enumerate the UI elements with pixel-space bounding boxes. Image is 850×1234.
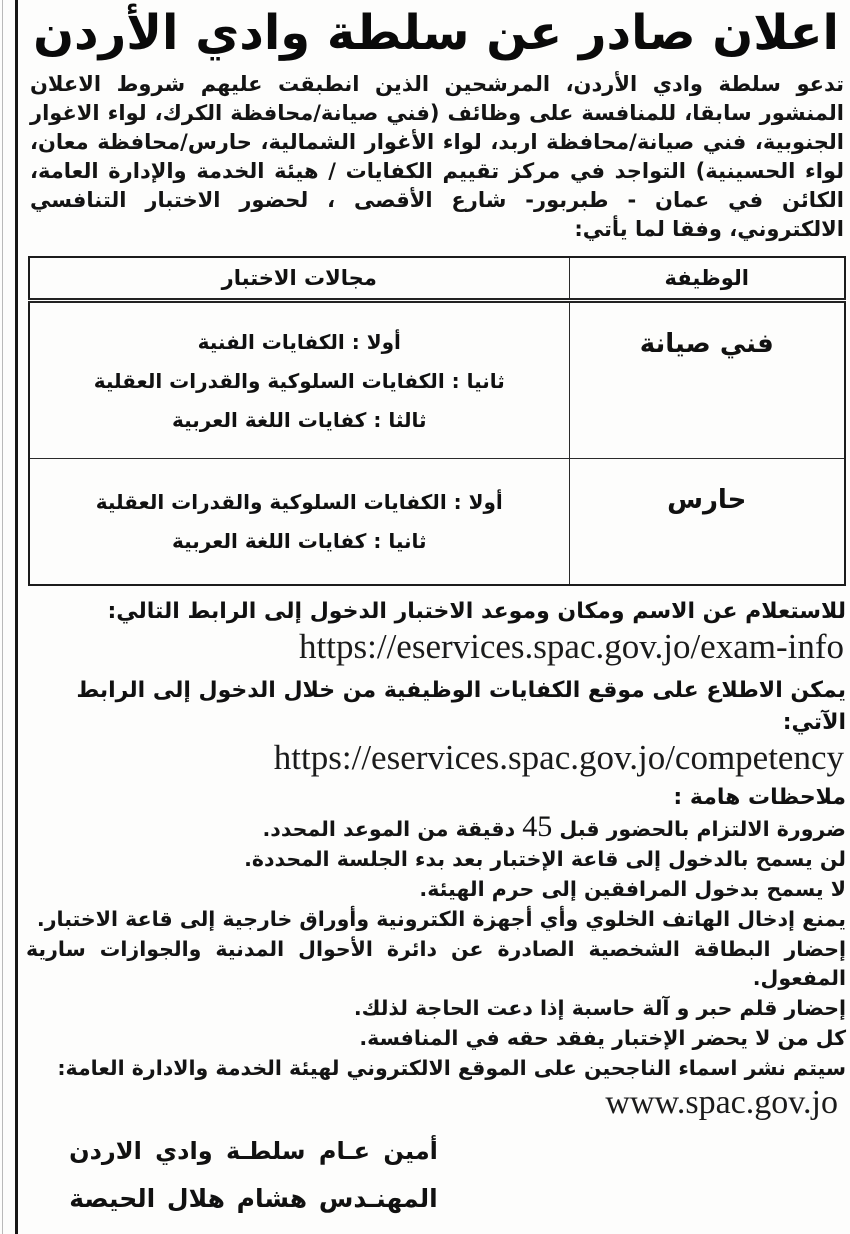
note-arrival-minutes: 45 bbox=[522, 809, 553, 843]
exam-areas-cell bbox=[29, 301, 569, 459]
announcement-title: اعلان صادر عن سلطة وادي الأردن bbox=[33, 5, 839, 61]
note-arrival-time bbox=[26, 809, 846, 844]
note-no-late-entry: لن يسمح بالدخول إلى قاعة الإختبار بعد بدء الجلسة المحددة. bbox=[244, 846, 846, 871]
announcement-document bbox=[26, 0, 846, 1216]
exam-area-item: ثانيا : الكفايات السلوكية والقدرات العقلية bbox=[93, 368, 505, 393]
signatory-name: المهنـدس هشام هلال الحيصة bbox=[69, 1183, 438, 1213]
table-row bbox=[29, 459, 845, 585]
table-row bbox=[29, 301, 845, 459]
announcement-intro-paragraph: تدعو سلطة وادي الأردن، المرشحين الذين انطبقت عليهم شروط الاعلان المنشور سابقا، للمنافسة على وظائف (فني صيانة/محافظة الكرك، لواء الاغوار الجنوبية، فني صيانة/محافظة اربد، لواء الأغوار الشمالية، حارس/محافظة معان، لواء الحسينية) التواجد في مركز تقييم الكفايات / هيئة الخدمة والإدارة العامة، الكائن في عمان - طبربور- شارع الأقصى ، لحضور الاختبار التنافسي الالكتروني، وفقا لما يأتي: bbox=[30, 72, 844, 242]
job-title-guard: حارس bbox=[569, 459, 845, 585]
job-title-maintenance-technician: فني صيانة bbox=[569, 301, 845, 459]
signatory-title: أمين عـام سلطـة وادي الاردن bbox=[69, 1136, 438, 1165]
exam-schedule-table bbox=[28, 256, 846, 586]
note-results-publication: سيتم نشر اسماء الناجحين على الموقع الالكتروني لهيئة الخدمة والادارة العامة: bbox=[57, 1055, 846, 1080]
column-header-exam-areas: مجالات الاختبار bbox=[29, 257, 569, 301]
important-notes-heading: ملاحظات هامة : bbox=[673, 784, 846, 810]
note-bring-id: إحضار البطاقة الشخصية الصادرة عن دائرة الأحوال المدنية والجوازات سارية المفعول. bbox=[26, 936, 846, 990]
note-no-phones: يمنع إدخال الهاتف الخلوي وأي أجهزة الكترونية وأوراق خارجية إلى قاعة الاختبار. bbox=[36, 906, 846, 931]
signature-block bbox=[26, 1134, 481, 1216]
column-header-job: الوظيفة bbox=[569, 257, 845, 301]
newspaper-column-rule bbox=[15, 0, 18, 1234]
exam-area-item: أولا : الكفايات السلوكية والقدرات العقلية bbox=[95, 490, 503, 515]
exam-area-item: ثانيا : كفايات اللغة العربية bbox=[171, 529, 427, 554]
exam-info-url: https://eservices.spac.gov.jo/exam-info bbox=[299, 626, 844, 666]
note-bring-pen-calculator: إحضار قلم حبر و آلة حاسبة إذا دعت الحاجة لذلك. bbox=[353, 995, 846, 1020]
competency-link-label: يمكن الاطلاع على موقع الكفايات الوظيفية من خلال الدخول إلى الرابط الآتي: bbox=[76, 677, 846, 735]
note-absence-forfeits: كل من لا يحضر الإختبار يفقد حقه في المنافسة. bbox=[359, 1025, 846, 1050]
exam-info-link-label: للاستعلام عن الاسم ومكان وموعد الاختبار الدخول إلى الرابط التالي: bbox=[107, 598, 846, 624]
note-arrival-post: دقيقة من الموعد المحدد. bbox=[262, 816, 523, 841]
table-header-row bbox=[29, 257, 845, 301]
exam-area-item: أولا : الكفايات الفنية bbox=[197, 329, 401, 354]
exam-areas-cell bbox=[29, 459, 569, 585]
competency-url: https://eservices.spac.gov.jo/competency bbox=[273, 737, 844, 777]
page-edge-rule-light bbox=[2, 0, 3, 1234]
note-no-companions: لا يسمح بدخول المرافقين إلى حرم الهيئة. bbox=[419, 876, 846, 901]
exam-area-item: ثالثا : كفايات اللغة العربية bbox=[171, 407, 427, 432]
note-arrival-pre: ضرورة الالتزام بالحضور قبل bbox=[552, 816, 846, 841]
results-website-url: www.spac.gov.jo bbox=[605, 1083, 838, 1121]
